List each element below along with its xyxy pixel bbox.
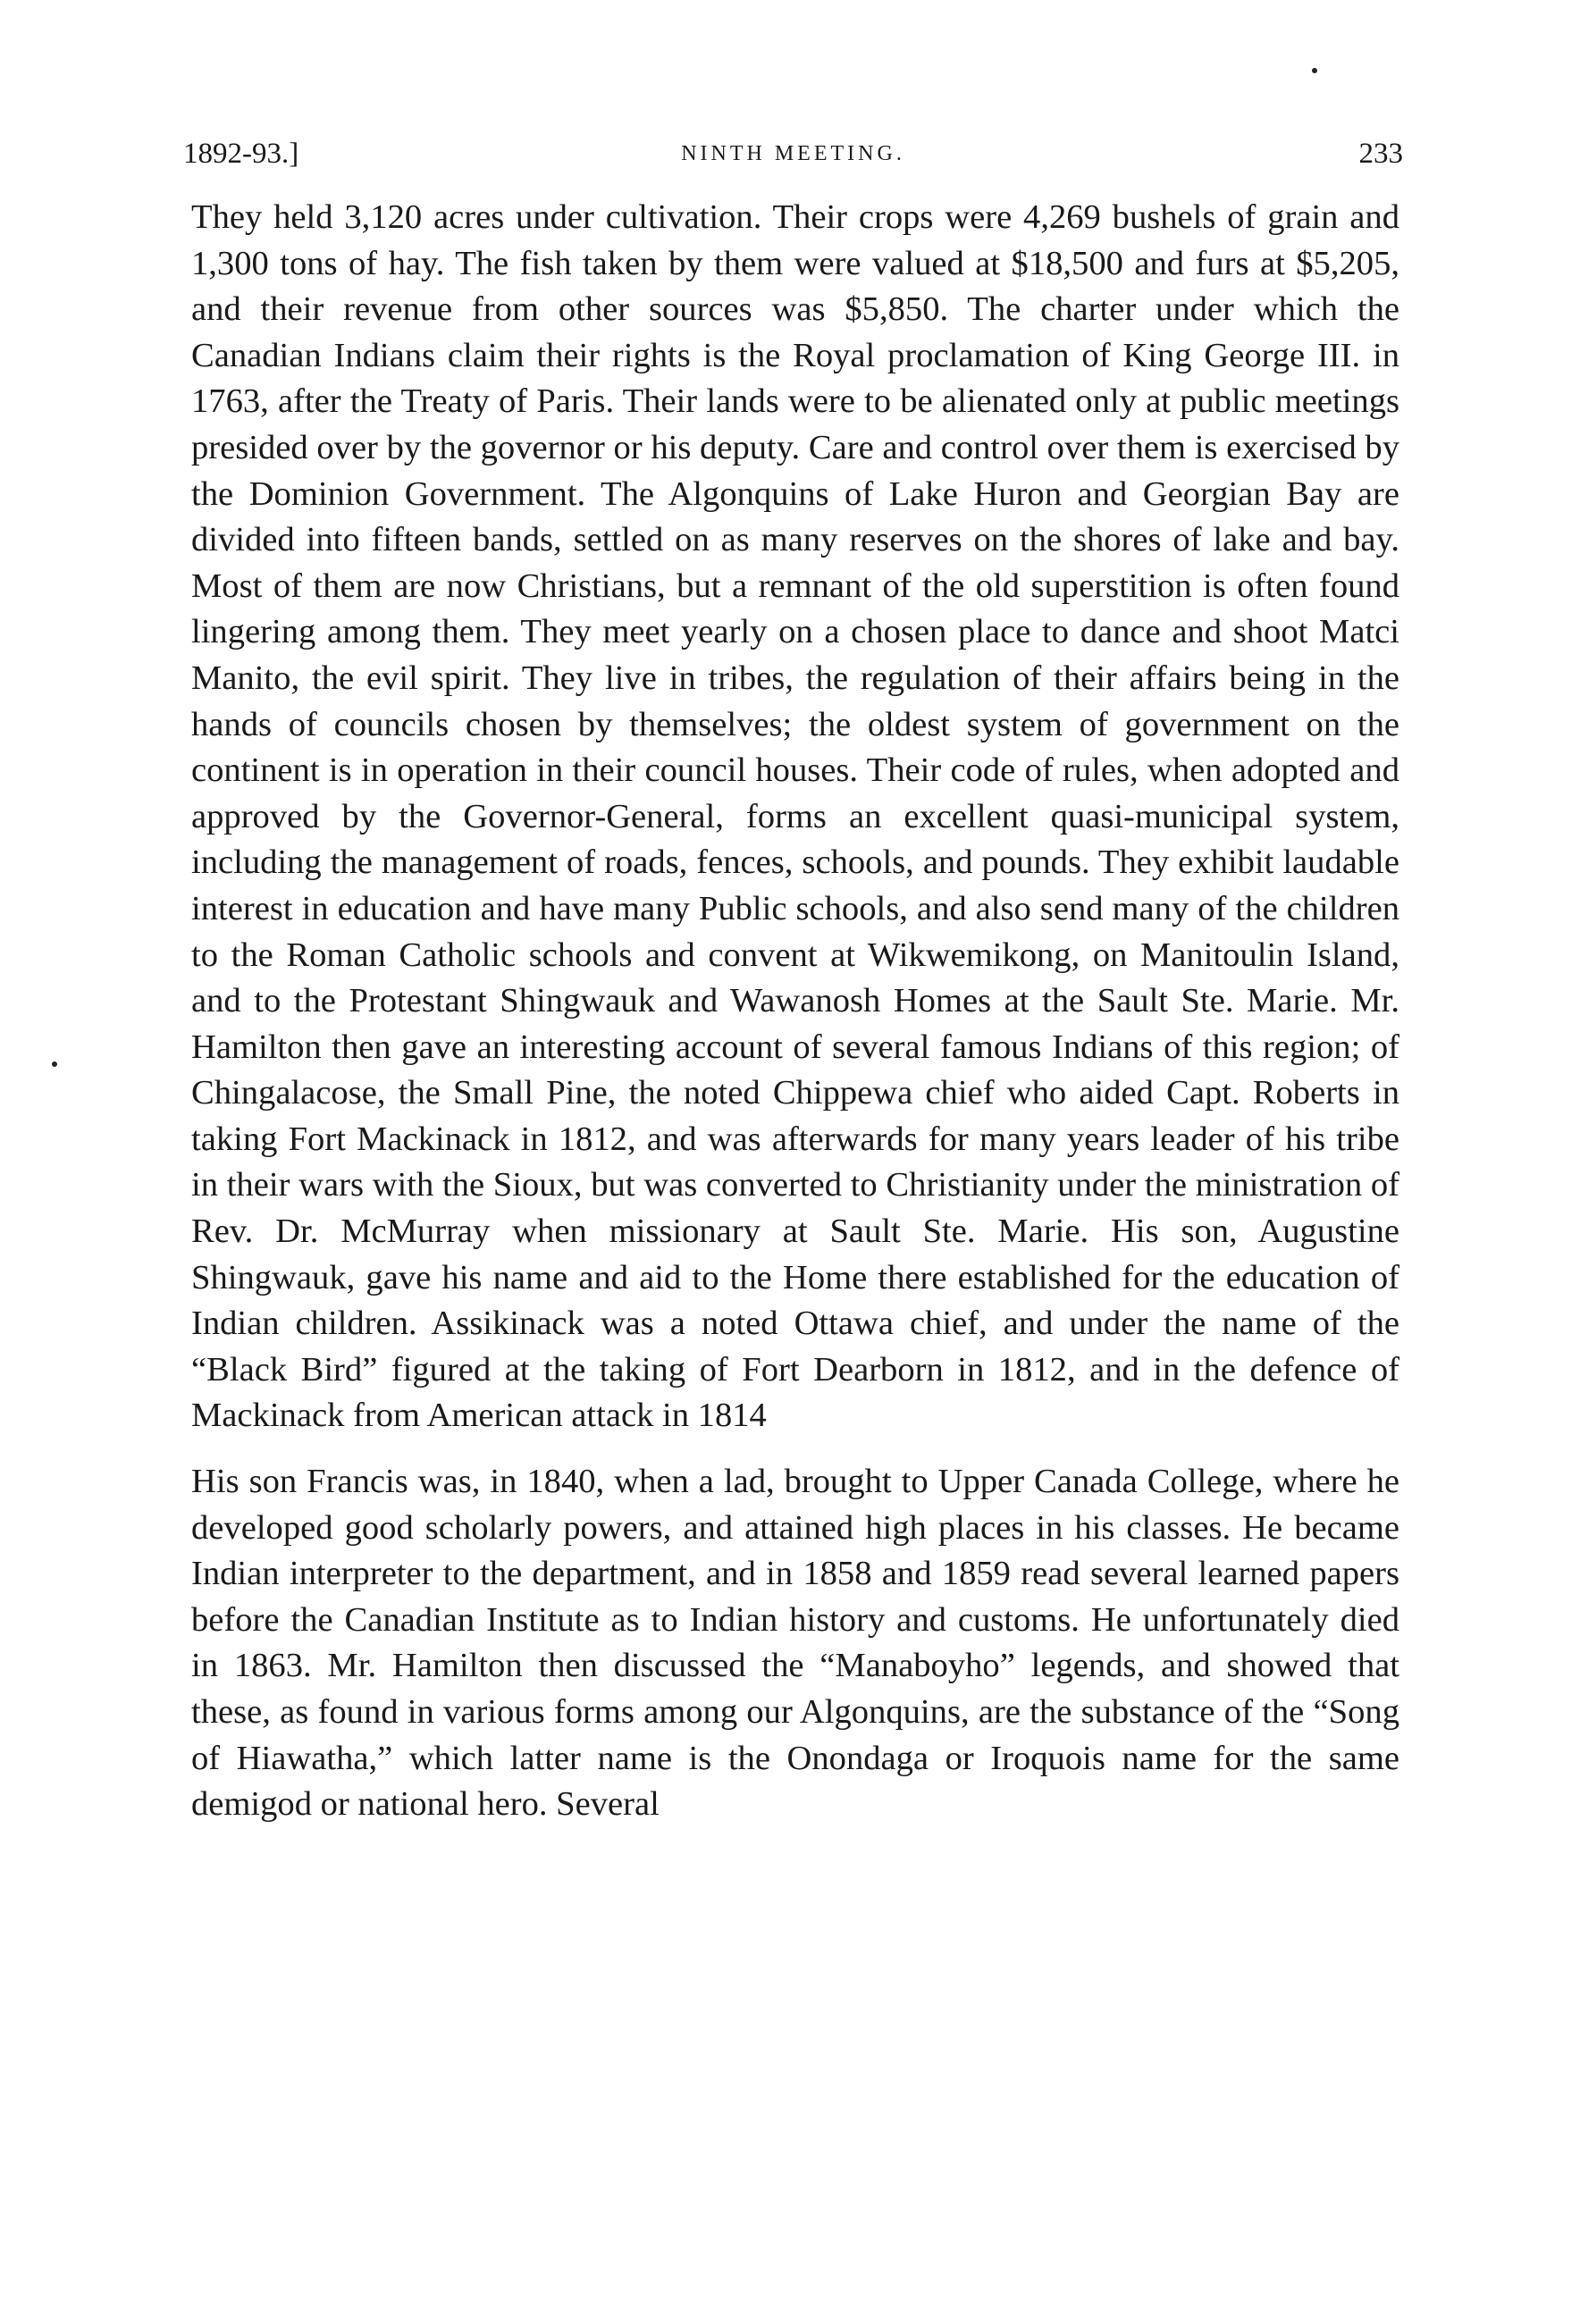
scan-speck [1312, 68, 1317, 73]
paragraph: They held 3,120 acres under cultivation. Their crops were 4,269 bushels of grain and 1,300 tons of hay. The fish taken by them were valued at $18,500 and furs at $5,205, and their revenue from other sources was $5,850. The charter under which the Canadian Indians claim their rights is the Royal proclamation of King George III. in 1763, after the Treaty of Paris. Their lands were to be alienated only at public meetings presided over by the governor or his deputy. Care and control over them is exercised by the Dominion Government. The Algonquins of Lake Huron and Georgian Bay are divided into fifteen bands, settled on as many reserves on the shores of lake and bay. Most of them are now Christians, but a remnant of the old superstition is often found lingering among them. They meet yearly on a chosen place to dance and shoot Matci Manito, the evil spirit. They live in tribes, the regulation of their affairs being in the hands of councils chosen by themselves; the oldest system of government on the continent is in operation in their council houses. Their code of rules, when adopted and approved by the Governor-General, forms an excellent quasi-municipal system, including the management of roads, fences, schools, and pounds. They exhibit laudable interest in education and have many Public schools, and also send many of the children to the Roman Catholic schools and convent at Wikwemikong, on Manitoulin Island, and to the Protestant Shingwauk and Wawanosh Homes at the Sault Ste. Marie. Mr. Hamilton then gave an interesting account of several famous Indians of this region; of Chingalacose, the Small Pine, the noted Chippewa chief who aided Capt. Roberts in taking Fort Mackinack in 1812, and was afterwards for many years leader of his tribe in their wars with the Sioux, but was converted to Christianity under the ministration of Rev. Dr. McMurray when missionary at Sault Ste. Marie. His son, Augustine Shingwauk, gave his name and aid to the Home there established for the education of Indian children. Assikinack was a noted Ottawa chief, and under the name of the “Black Bird” figured at the taking of Fort Dearborn in 1812, and in the defence of Mackinack from American attack in 1814 [191, 198, 1399, 1435]
scan-speck [52, 1061, 57, 1067]
paragraph: His son Francis was, in 1840, when a lad, brought to Upper Canada College, where he developed good scholarly powers, and attained high places in his classes. He became Indian interpreter to the department, and in 1858 and 1859 read several learned papers before the Canadian Institute as to Indian history and customs. He unfortunately died in 1863. Mr. Hamilton then discussed the “Manaboyho” legends, and showed that these, as found in various forms among our Algonquins, are the substance of the “Song of Hiawatha,” which latter name is the Onondaga or Iroquois name for the same demigod or national hero. Several [191, 1463, 1399, 1824]
body-text [191, 195, 1399, 1828]
running-head [183, 134, 1403, 173]
page-number: 233 [1358, 138, 1403, 170]
running-head-years: 1892-93.] [183, 138, 299, 170]
running-head-title: NINTH MEETING. [681, 142, 905, 165]
